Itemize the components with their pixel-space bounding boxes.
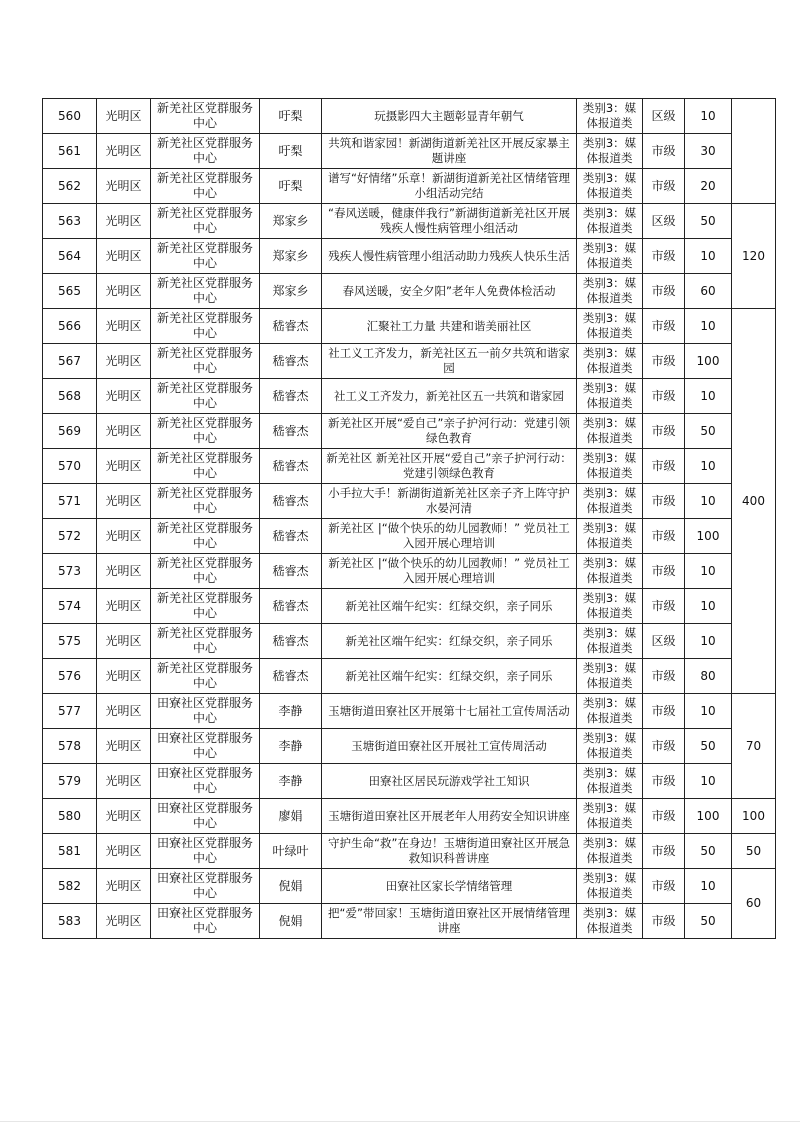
category-cell: 类别3：媒体报道类 — [577, 379, 643, 414]
category-cell: 类别3：媒体报道类 — [577, 869, 643, 904]
row-number-cell: 576 — [43, 659, 97, 694]
organization-cell: 新羌社区党群服务中心 — [151, 99, 260, 134]
district-cell: 光明区 — [97, 344, 151, 379]
organization-cell: 新羌社区党群服务中心 — [151, 344, 260, 379]
category-cell: 类别3：媒体报道类 — [577, 169, 643, 204]
table-row — [43, 274, 776, 309]
organization-cell: 新羌社区党群服务中心 — [151, 379, 260, 414]
article-title-cell: 田寮社区家长学情绪管理 — [322, 869, 577, 904]
district-cell: 光明区 — [97, 869, 151, 904]
category-cell: 类别3：媒体报道类 — [577, 694, 643, 729]
group-total-cell: 70 — [732, 694, 776, 799]
score-cell: 10 — [685, 449, 732, 484]
district-cell: 光明区 — [97, 834, 151, 869]
article-title-cell: 新羌社区开展“爱自己”亲子护河行动：党建引领绿色教育 — [322, 414, 577, 449]
score-cell: 50 — [685, 729, 732, 764]
category-cell: 类别3：媒体报道类 — [577, 204, 643, 239]
level-cell: 区级 — [643, 624, 685, 659]
article-title-cell: 共筑和谐家园！新湖街道新羌社区开展反家暴主题讲座 — [322, 134, 577, 169]
article-title-cell: 新羌社区端午纪实：红绿交织，亲子同乐 — [322, 589, 577, 624]
category-cell: 类别3：媒体报道类 — [577, 904, 643, 939]
level-cell: 市级 — [643, 274, 685, 309]
person-name-cell: 嵇睿杰 — [260, 449, 322, 484]
score-cell: 10 — [685, 99, 732, 134]
level-cell: 市级 — [643, 484, 685, 519]
level-cell: 市级 — [643, 379, 685, 414]
district-cell: 光明区 — [97, 729, 151, 764]
article-title-cell: “春风送暖，健康伴我行”新湖街道新羌社区开展残疾人慢性病管理小组活动 — [322, 204, 577, 239]
score-cell: 100 — [685, 799, 732, 834]
article-title-cell: 谱写“好情绪”乐章！新湖街道新羌社区情绪管理小组活动完结 — [322, 169, 577, 204]
organization-cell: 田寮社区党群服务中心 — [151, 729, 260, 764]
article-title-cell: 新羌社区端午纪实：红绿交织，亲子同乐 — [322, 659, 577, 694]
category-cell: 类别3：媒体报道类 — [577, 274, 643, 309]
score-cell: 50 — [685, 414, 732, 449]
score-cell: 10 — [685, 484, 732, 519]
district-cell: 光明区 — [97, 414, 151, 449]
article-title-cell: 玉塘街道田寮社区开展社工宣传周活动 — [322, 729, 577, 764]
organization-cell: 新羌社区党群服务中心 — [151, 519, 260, 554]
level-cell: 市级 — [643, 239, 685, 274]
category-cell: 类别3：媒体报道类 — [577, 239, 643, 274]
table-row — [43, 449, 776, 484]
person-name-cell: 嵇睿杰 — [260, 344, 322, 379]
district-cell: 光明区 — [97, 309, 151, 344]
organization-cell: 新羌社区党群服务中心 — [151, 309, 260, 344]
level-cell: 市级 — [643, 134, 685, 169]
person-name-cell: 嵇睿杰 — [260, 624, 322, 659]
district-cell: 光明区 — [97, 274, 151, 309]
score-cell: 10 — [685, 869, 732, 904]
article-title-cell: 新羌社区端午纪实：红绿交织，亲子同乐 — [322, 624, 577, 659]
group-total-cell: 100 — [732, 799, 776, 834]
article-title-cell: 把“爱”带回家！玉塘街道田寮社区开展情绪管理讲座 — [322, 904, 577, 939]
row-number-cell: 564 — [43, 239, 97, 274]
person-name-cell: 吁梨 — [260, 134, 322, 169]
table-row — [43, 694, 776, 729]
organization-cell: 田寮社区党群服务中心 — [151, 834, 260, 869]
district-cell: 光明区 — [97, 449, 151, 484]
organization-cell: 田寮社区党群服务中心 — [151, 799, 260, 834]
article-title-cell: 守护生命“救”在身边！玉塘街道田寮社区开展急救知识科普讲座 — [322, 834, 577, 869]
organization-cell: 新羌社区党群服务中心 — [151, 484, 260, 519]
group-total-cell: 400 — [732, 309, 776, 694]
level-cell: 区级 — [643, 99, 685, 134]
district-cell: 光明区 — [97, 694, 151, 729]
person-name-cell: 嵇睿杰 — [260, 414, 322, 449]
article-title-cell: 春风送暖，安全夕阳”老年人免费体检活动 — [322, 274, 577, 309]
group-total-cell — [732, 99, 776, 204]
district-cell: 光明区 — [97, 554, 151, 589]
level-cell: 市级 — [643, 414, 685, 449]
category-cell: 类别3：媒体报道类 — [577, 414, 643, 449]
page-bottom-rule — [0, 1121, 800, 1122]
article-title-cell: 社工义工齐发力，新羌社区五一前夕共筑和谐家园 — [322, 344, 577, 379]
district-cell: 光明区 — [97, 484, 151, 519]
score-cell: 100 — [685, 344, 732, 379]
article-title-cell: 小手拉大手！新湖街道新羌社区亲子齐上阵守护水晏河清 — [322, 484, 577, 519]
district-cell: 光明区 — [97, 204, 151, 239]
district-cell: 光明区 — [97, 99, 151, 134]
score-cell: 100 — [685, 519, 732, 554]
person-name-cell: 嵇睿杰 — [260, 379, 322, 414]
level-cell: 市级 — [643, 659, 685, 694]
table-row — [43, 869, 776, 904]
person-name-cell: 嵇睿杰 — [260, 589, 322, 624]
level-cell: 市级 — [643, 519, 685, 554]
table-row — [43, 554, 776, 589]
group-total-cell: 120 — [732, 204, 776, 309]
person-name-cell: 嵇睿杰 — [260, 484, 322, 519]
level-cell: 市级 — [643, 169, 685, 204]
district-cell: 光明区 — [97, 764, 151, 799]
level-cell: 市级 — [643, 729, 685, 764]
person-name-cell: 李静 — [260, 694, 322, 729]
table-row — [43, 834, 776, 869]
row-number-cell: 583 — [43, 904, 97, 939]
organization-cell: 田寮社区党群服务中心 — [151, 694, 260, 729]
row-number-cell: 570 — [43, 449, 97, 484]
score-cell: 10 — [685, 239, 732, 274]
row-number-cell: 574 — [43, 589, 97, 624]
table-row — [43, 624, 776, 659]
person-name-cell: 李静 — [260, 764, 322, 799]
category-cell: 类别3：媒体报道类 — [577, 659, 643, 694]
table-row — [43, 344, 776, 379]
person-name-cell: 嵇睿杰 — [260, 519, 322, 554]
person-name-cell: 嵇睿杰 — [260, 309, 322, 344]
person-name-cell: 郑家乡 — [260, 274, 322, 309]
score-cell: 10 — [685, 624, 732, 659]
organization-cell: 新羌社区党群服务中心 — [151, 239, 260, 274]
table-row — [43, 589, 776, 624]
table-row — [43, 519, 776, 554]
level-cell: 市级 — [643, 764, 685, 799]
row-number-cell: 575 — [43, 624, 97, 659]
table-row — [43, 99, 776, 134]
category-cell: 类别3：媒体报道类 — [577, 589, 643, 624]
person-name-cell: 倪娟 — [260, 904, 322, 939]
person-name-cell: 吁梨 — [260, 99, 322, 134]
row-number-cell: 565 — [43, 274, 97, 309]
article-title-cell: 新羌社区 新羌社区开展“爱自己”亲子护河行动：党建引领绿色教育 — [322, 449, 577, 484]
row-number-cell: 582 — [43, 869, 97, 904]
level-cell: 市级 — [643, 449, 685, 484]
level-cell: 市级 — [643, 344, 685, 379]
row-number-cell: 569 — [43, 414, 97, 449]
article-title-cell: 新羌社区 |“做个快乐的幼儿园教师！” 党员社工入园开展心理培训 — [322, 554, 577, 589]
score-cell: 10 — [685, 554, 732, 589]
organization-cell: 新羌社区党群服务中心 — [151, 554, 260, 589]
row-number-cell: 562 — [43, 169, 97, 204]
row-number-cell: 581 — [43, 834, 97, 869]
row-number-cell: 578 — [43, 729, 97, 764]
article-title-cell: 残疾人慢性病管理小组活动助力残疾人快乐生活 — [322, 239, 577, 274]
category-cell: 类别3：媒体报道类 — [577, 624, 643, 659]
person-name-cell: 郑家乡 — [260, 239, 322, 274]
group-total-cell: 60 — [732, 869, 776, 939]
district-cell: 光明区 — [97, 589, 151, 624]
table-row — [43, 169, 776, 204]
district-cell: 光明区 — [97, 239, 151, 274]
level-cell: 市级 — [643, 309, 685, 344]
row-number-cell: 561 — [43, 134, 97, 169]
level-cell: 市级 — [643, 589, 685, 624]
group-total-cell: 50 — [732, 834, 776, 869]
level-cell: 市级 — [643, 694, 685, 729]
score-cell: 10 — [685, 309, 732, 344]
score-cell: 50 — [685, 834, 732, 869]
table-row — [43, 904, 776, 939]
row-number-cell: 577 — [43, 694, 97, 729]
category-cell: 类别3：媒体报道类 — [577, 554, 643, 589]
score-cell: 30 — [685, 134, 732, 169]
table-row — [43, 659, 776, 694]
article-title-cell: 玩摄影四大主题彰显青年朝气 — [322, 99, 577, 134]
category-cell: 类别3：媒体报道类 — [577, 519, 643, 554]
organization-cell: 新羌社区党群服务中心 — [151, 589, 260, 624]
table-row — [43, 204, 776, 239]
district-cell: 光明区 — [97, 624, 151, 659]
district-cell: 光明区 — [97, 169, 151, 204]
article-title-cell: 汇聚社工力量 共建和谐美丽社区 — [322, 309, 577, 344]
article-title-cell: 田寮社区居民玩游戏学社工知识 — [322, 764, 577, 799]
score-cell: 80 — [685, 659, 732, 694]
row-number-cell: 573 — [43, 554, 97, 589]
organization-cell: 新羌社区党群服务中心 — [151, 204, 260, 239]
row-number-cell: 571 — [43, 484, 97, 519]
category-cell: 类别3：媒体报道类 — [577, 764, 643, 799]
table-row — [43, 414, 776, 449]
organization-cell: 田寮社区党群服务中心 — [151, 764, 260, 799]
district-cell: 光明区 — [97, 659, 151, 694]
category-cell: 类别3：媒体报道类 — [577, 484, 643, 519]
person-name-cell: 李静 — [260, 729, 322, 764]
person-name-cell: 叶绿叶 — [260, 834, 322, 869]
score-cell: 10 — [685, 694, 732, 729]
category-cell: 类别3：媒体报道类 — [577, 309, 643, 344]
category-cell: 类别3：媒体报道类 — [577, 449, 643, 484]
level-cell: 市级 — [643, 799, 685, 834]
organization-cell: 新羌社区党群服务中心 — [151, 624, 260, 659]
table-row — [43, 764, 776, 799]
score-cell: 50 — [685, 204, 732, 239]
person-name-cell: 倪娟 — [260, 869, 322, 904]
level-cell: 区级 — [643, 204, 685, 239]
level-cell: 市级 — [643, 869, 685, 904]
score-cell: 10 — [685, 764, 732, 799]
district-cell: 光明区 — [97, 379, 151, 414]
row-number-cell: 567 — [43, 344, 97, 379]
category-cell: 类别3：媒体报道类 — [577, 799, 643, 834]
person-name-cell: 嵇睿杰 — [260, 554, 322, 589]
district-cell: 光明区 — [97, 799, 151, 834]
score-cell: 50 — [685, 904, 732, 939]
table-row — [43, 239, 776, 274]
organization-cell: 新羌社区党群服务中心 — [151, 169, 260, 204]
row-number-cell: 579 — [43, 764, 97, 799]
table-row — [43, 484, 776, 519]
article-title-cell: 社工义工齐发力，新羌社区五一共筑和谐家园 — [322, 379, 577, 414]
row-number-cell: 568 — [43, 379, 97, 414]
district-cell: 光明区 — [97, 519, 151, 554]
district-cell: 光明区 — [97, 134, 151, 169]
organization-cell: 新羌社区党群服务中心 — [151, 274, 260, 309]
person-name-cell: 廖娟 — [260, 799, 322, 834]
organization-cell: 新羌社区党群服务中心 — [151, 134, 260, 169]
score-cell: 10 — [685, 379, 732, 414]
table-row — [43, 379, 776, 414]
organization-cell: 新羌社区党群服务中心 — [151, 449, 260, 484]
category-cell: 类别3：媒体报道类 — [577, 134, 643, 169]
row-number-cell: 580 — [43, 799, 97, 834]
table-row — [43, 134, 776, 169]
row-number-cell: 572 — [43, 519, 97, 554]
score-cell: 20 — [685, 169, 732, 204]
records-table — [42, 98, 776, 939]
person-name-cell: 郑家乡 — [260, 204, 322, 239]
district-cell: 光明区 — [97, 904, 151, 939]
table-row — [43, 309, 776, 344]
person-name-cell: 嵇睿杰 — [260, 659, 322, 694]
article-title-cell: 玉塘街道田寮社区开展第十七届社工宣传周活动 — [322, 694, 577, 729]
level-cell: 市级 — [643, 554, 685, 589]
score-cell: 10 — [685, 589, 732, 624]
category-cell: 类别3：媒体报道类 — [577, 344, 643, 379]
organization-cell: 田寮社区党群服务中心 — [151, 869, 260, 904]
person-name-cell: 吁梨 — [260, 169, 322, 204]
table-body — [43, 99, 776, 939]
category-cell: 类别3：媒体报道类 — [577, 99, 643, 134]
category-cell: 类别3：媒体报道类 — [577, 834, 643, 869]
organization-cell: 新羌社区党群服务中心 — [151, 414, 260, 449]
table-row — [43, 799, 776, 834]
level-cell: 市级 — [643, 904, 685, 939]
score-cell: 60 — [685, 274, 732, 309]
row-number-cell: 563 — [43, 204, 97, 239]
row-number-cell: 560 — [43, 99, 97, 134]
article-title-cell: 玉塘街道田寮社区开展老年人用药安全知识讲座 — [322, 799, 577, 834]
category-cell: 类别3：媒体报道类 — [577, 729, 643, 764]
row-number-cell: 566 — [43, 309, 97, 344]
level-cell: 市级 — [643, 834, 685, 869]
organization-cell: 田寮社区党群服务中心 — [151, 904, 260, 939]
organization-cell: 新羌社区党群服务中心 — [151, 659, 260, 694]
article-title-cell: 新羌社区 |“做个快乐的幼儿园教师！” 党员社工入园开展心理培训 — [322, 519, 577, 554]
table-row — [43, 729, 776, 764]
